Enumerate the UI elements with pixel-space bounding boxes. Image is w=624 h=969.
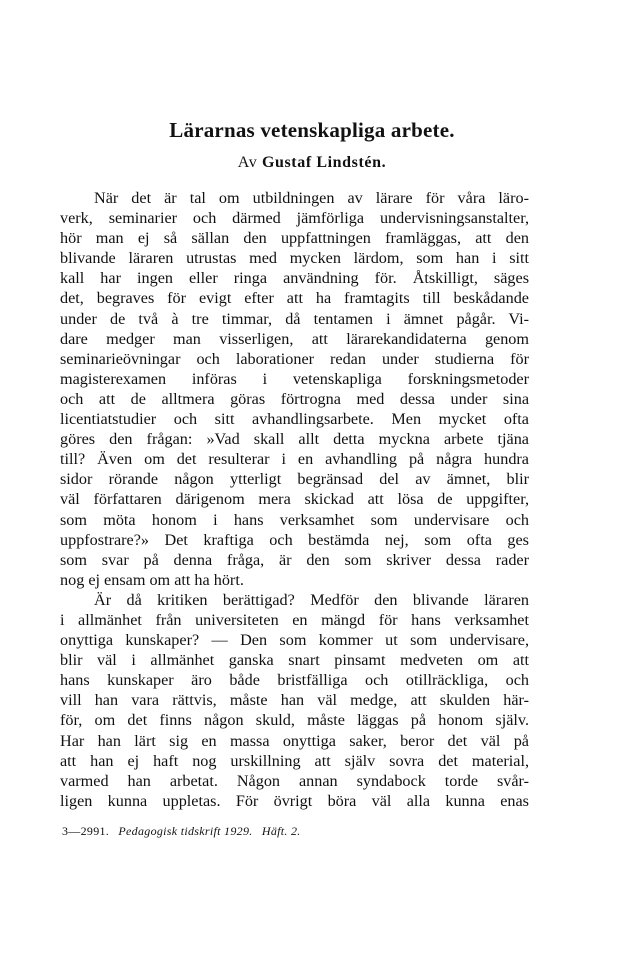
text-line: uppfostrare?» Det kraftiga och bestämda nej, som ofta ges xyxy=(60,530,529,549)
text-line: under de två à tre timmar, då tentamen i ämnet pågår. Vi- xyxy=(60,309,529,328)
text-line: magisterexamen införas i vetenskapliga forskningsmetoder xyxy=(60,369,529,388)
text-line: ligen kunna uppletas. För övrigt böra väl alla kunna enas xyxy=(60,791,529,810)
article-body xyxy=(60,188,529,811)
text-line: blir väl i allmänhet ganska snart pinsamt medveten om att xyxy=(60,651,529,670)
text-line: till? Även om det resulterar i en avhandling på några hundra xyxy=(60,450,529,469)
text-line: väl författaren därigenom mera skickad att lösa de uppgifter, xyxy=(60,490,529,509)
text-line: Är då kritiken berättigad? Medför den blivande läraren xyxy=(94,590,529,609)
text-line: vill han vara rättvis, måste han väl medge, att skulden här- xyxy=(60,691,529,710)
text-line: sidor rörande någon ytterligt begränsad del av ämnet, blir xyxy=(60,470,529,489)
text-line: för, om det finns någon skuld, måste läggas på honom själv. xyxy=(60,711,529,730)
author-prefix: Av xyxy=(237,154,258,171)
text-line: Har han lärt sig en massa onyttiga saker, beror det väl på xyxy=(60,731,529,750)
article-byline xyxy=(0,154,624,172)
text-line: När det är tal om utbildningen av lärare för våra läro- xyxy=(94,189,529,207)
text-line: det, begraves för evigt efter att ha framtagits till beskådande xyxy=(60,289,529,308)
text-line: onyttiga kunskaper? — Den som kommer ut som undervisare, xyxy=(60,631,529,650)
text-line: göres den frågan: »Vad skall allt detta myckna arbete tjäna xyxy=(60,430,529,449)
issue-number: Häft. 2. xyxy=(261,824,301,838)
text-line: att han ej haft nog urskillning att själv sovra det material, xyxy=(60,751,529,770)
text-line: varmed han arbetat. Någon annan syndabock torde svår- xyxy=(60,771,529,790)
article-title: Lärarnas vetenskapliga arbete. xyxy=(169,118,455,142)
text-line: som möta honom i hans verksamhet som undervisare och xyxy=(60,510,529,529)
text-line: dare medger man visserligen, att lärarekandidaterna genom xyxy=(60,329,529,348)
text-line: hör man ej så sällan den uppfattningen framläggas, att den xyxy=(60,229,529,248)
text-line: nog ej ensam om att ha hört. xyxy=(60,570,244,589)
text-line: seminarieövningar och laborationer redan under studierna för xyxy=(60,349,529,368)
author-name: Gustaf Lindstén. xyxy=(261,154,387,171)
text-line: i allmänhet från universiteten en mängd för hans verksamhet xyxy=(60,610,529,629)
text-line: licentiatstudier och sitt avhandlingsarbete. Men mycket ofta xyxy=(60,410,529,429)
text-line: blivande läraren utrustas med mycken lärdom, som han i sitt xyxy=(60,249,529,268)
journal-name: Pedagogisk tidskrift 1929. xyxy=(118,824,253,838)
text-line: och att de alltmera göras förtrogna med dessa under sina xyxy=(60,389,529,408)
text-line: hans kunskaper äro både bristfälliga och otillräckliga, och xyxy=(60,671,529,690)
text-line: kall har ingen eller ringa användning för. Åtskilligt, säges xyxy=(60,269,529,288)
page-footer xyxy=(62,824,301,839)
signature-mark: 3—2991. xyxy=(62,824,110,838)
text-line: som svar på denna fråga, är den som skriver dessa rader xyxy=(60,550,529,569)
text-line: verk, seminarier och därmed jämförliga undervisningsanstalter, xyxy=(60,209,529,228)
